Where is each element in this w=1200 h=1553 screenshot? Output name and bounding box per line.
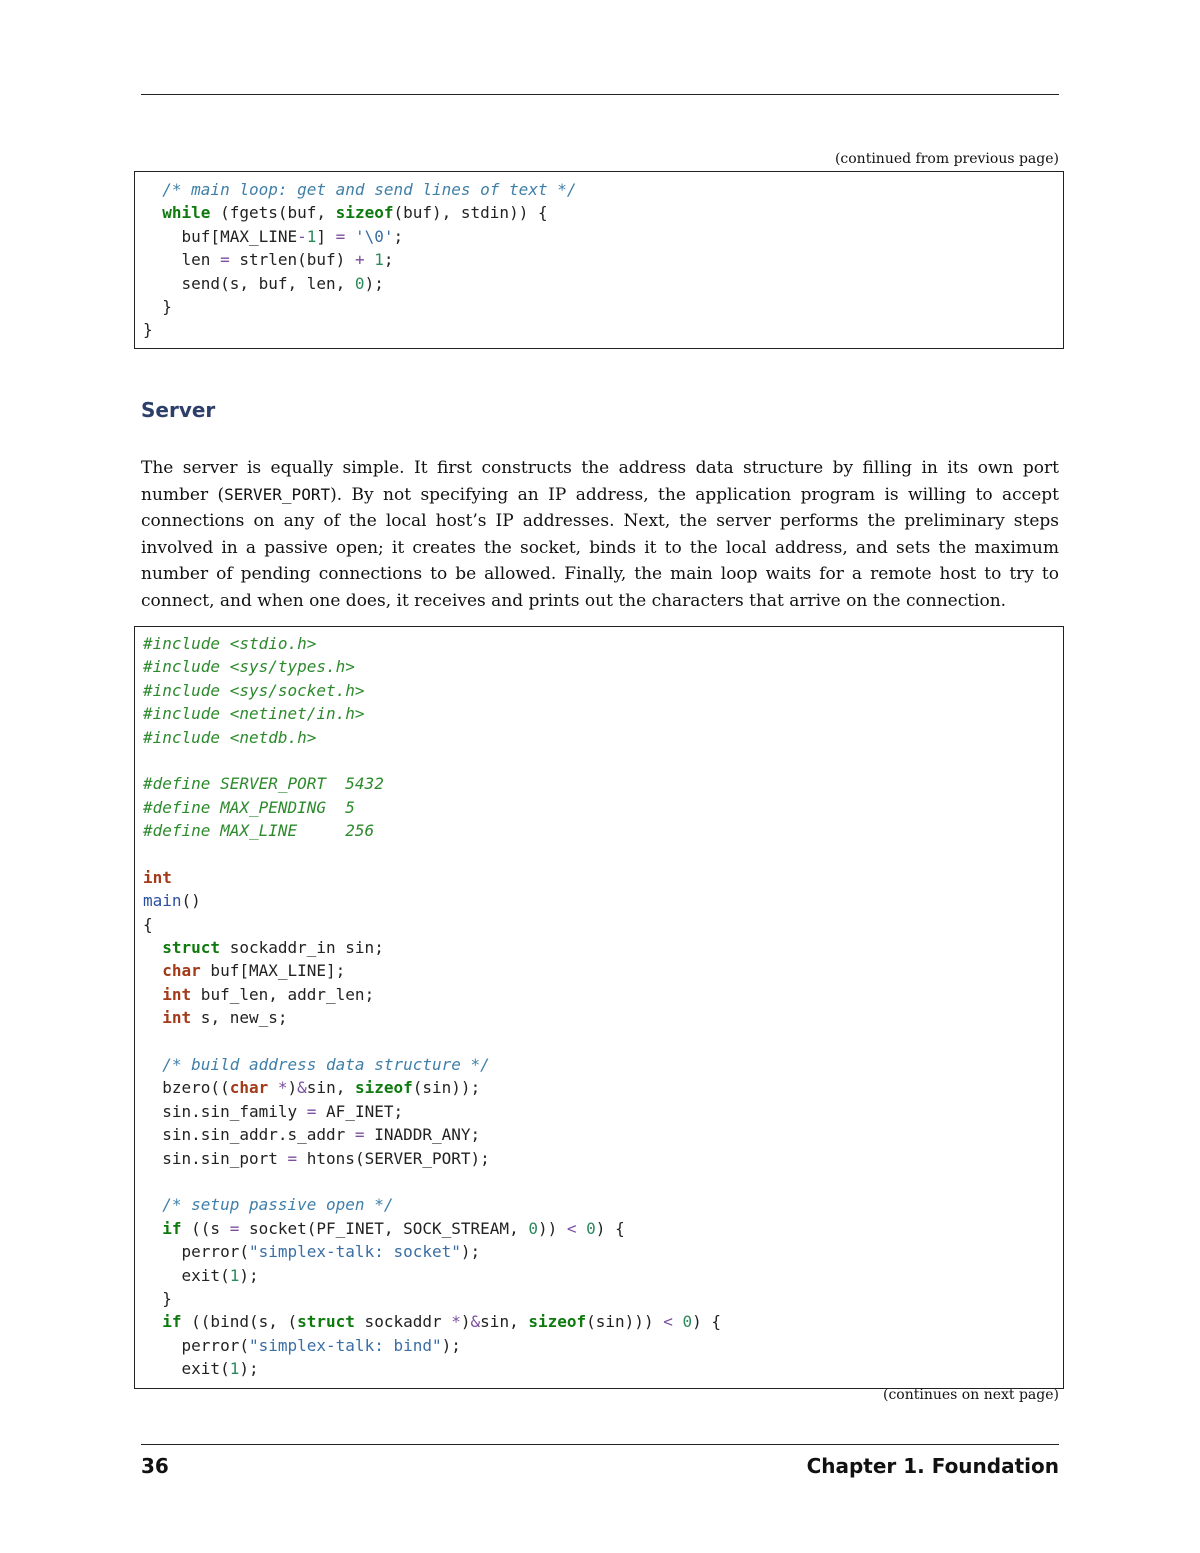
code-token: (fgets(buf,: [210, 203, 336, 223]
code-line: [143, 959, 1055, 982]
code-token: {: [143, 914, 153, 934]
code-line: [143, 819, 1055, 842]
code-token: main: [143, 891, 182, 911]
code-token: ) {: [692, 1312, 722, 1332]
code-token: buf_len, addr_len;: [191, 984, 375, 1004]
code-line: [143, 889, 1055, 912]
code-token: (sin));: [412, 1078, 481, 1098]
code-token: [143, 180, 162, 199]
code-token: perror(: [143, 1335, 249, 1355]
code-token: 1: [306, 226, 317, 246]
footer-rule: [141, 1444, 1059, 1445]
code-token: }: [143, 296, 172, 316]
code-line: [143, 1357, 1055, 1380]
code-token: s, new_s;: [191, 1008, 288, 1028]
code-token: "simplex-talk: bind": [248, 1335, 442, 1355]
code-line: [143, 1030, 1055, 1053]
code-token: }: [143, 320, 153, 340]
code-token: ]: [316, 226, 336, 246]
code-token: [143, 985, 162, 1004]
header-rule: [141, 94, 1059, 95]
code-token: #include <sys/socket.h>: [143, 680, 365, 700]
code-token: [268, 1078, 278, 1097]
code-token: (): [181, 891, 201, 911]
code-token: -: [297, 226, 307, 246]
code-token: );: [364, 273, 384, 293]
code-token: #define SERVER_PORT 5432: [143, 774, 384, 794]
code-line: [143, 1170, 1055, 1193]
code-line: [143, 655, 1055, 678]
code-token: );: [441, 1335, 461, 1355]
code-token: +: [354, 250, 365, 270]
code-token: #include <stdio.h>: [143, 634, 317, 653]
code-line: [143, 679, 1055, 702]
code-line: [143, 1334, 1055, 1357]
paragraph-text: ). By not specifying an IP address, the application program is willing to accept connections on any of the local host’s IP addresses. Next, the server performs the preliminary steps involved in a passive open; it creates the socket, binds it to the local address, and sets the maximum number of pending connections to be allowed. Finally, the main loop waits for a remote host to try to connect, and when one does, it receives and prints out the characters that arrive on the connection.: [141, 484, 1059, 611]
code-token: 0: [354, 273, 365, 293]
code-token: int: [162, 1008, 192, 1028]
code-token: char: [229, 1078, 269, 1098]
code-token: socket(PF_INET, SOCK_STREAM,: [239, 1218, 529, 1238]
code-token: char: [162, 961, 201, 981]
code-token: ((bind(s, (: [181, 1312, 298, 1332]
code-token: while: [162, 203, 211, 223]
code-token: }: [143, 1288, 172, 1308]
code-line: [143, 749, 1055, 772]
code-token: buf[MAX_LINE: [143, 226, 298, 246]
code-token: 1: [229, 1265, 240, 1285]
code-token: &: [470, 1312, 481, 1332]
code-line: [143, 178, 1055, 201]
code-line: [143, 1240, 1055, 1263]
code-token: [143, 1312, 162, 1331]
code-token: 0: [528, 1218, 538, 1238]
code-token: ;: [383, 250, 394, 270]
code-token: &: [297, 1078, 307, 1098]
code-line: [143, 913, 1055, 936]
code-token: =: [354, 1125, 365, 1145]
code-line: [143, 318, 1055, 341]
code-token: sizeof: [335, 203, 394, 223]
code-block-client-loop: [134, 171, 1064, 349]
code-line: [143, 1100, 1055, 1123]
code-token: [143, 938, 162, 957]
code-token: sockaddr: [354, 1312, 452, 1332]
code-token: ;: [393, 226, 404, 246]
code-token: send(s, buf, len,: [143, 273, 355, 293]
code-line: [143, 1076, 1055, 1099]
code-token: [365, 250, 375, 269]
code-line: [143, 983, 1055, 1006]
code-token: #include <netdb.h>: [143, 727, 317, 747]
code-token: sin,: [480, 1312, 529, 1332]
code-line: [143, 772, 1055, 795]
server-description-paragraph: [141, 455, 1059, 615]
code-token: =: [229, 1218, 240, 1238]
code-line: [143, 272, 1055, 295]
code-line: [143, 1310, 1055, 1333]
code-token: ) {: [595, 1218, 625, 1238]
code-token: 0: [586, 1218, 596, 1238]
code-token: );: [460, 1242, 481, 1262]
code-token: [143, 1219, 162, 1238]
code-token: if: [162, 1218, 182, 1238]
code-token: (sin))): [586, 1312, 664, 1332]
code-line: [143, 1193, 1055, 1216]
code-token: sizeof: [354, 1078, 413, 1098]
code-line: [143, 843, 1055, 866]
code-line: [143, 796, 1055, 819]
code-token: AF_INET;: [316, 1101, 404, 1121]
code-token: =: [287, 1148, 298, 1168]
code-token: strlen(buf): [229, 250, 355, 270]
code-token: #define MAX_PENDING 5: [143, 797, 355, 817]
code-token: sockaddr_in sin;: [220, 938, 384, 958]
code-token: 0: [682, 1312, 693, 1332]
code-token: ): [287, 1078, 298, 1098]
code-token: /* main loop: get and send lines of text */: [162, 180, 577, 199]
continued-note: (continued from previous page): [834, 151, 1059, 167]
code-token: "simplex-talk: socket": [248, 1242, 461, 1262]
code-line: [143, 936, 1055, 959]
code-token: 1: [374, 250, 384, 270]
code-token: ): [460, 1312, 471, 1332]
code-token: )): [537, 1218, 567, 1238]
code-token: perror(: [143, 1242, 249, 1262]
code-token: htons(SERVER_PORT);: [297, 1148, 490, 1168]
section-heading: Server: [141, 398, 216, 422]
code-token: INADDR_ANY;: [364, 1125, 481, 1145]
code-line: [143, 248, 1055, 271]
continues-note: (continues on next page): [883, 1387, 1059, 1403]
code-token: #include <sys/types.h>: [143, 657, 355, 677]
code-token: sin.sin_family: [143, 1101, 307, 1121]
code-line: [143, 201, 1055, 224]
code-token: );: [239, 1265, 259, 1285]
code-token: =: [335, 226, 346, 246]
code-line: [143, 295, 1055, 318]
code-token: /* setup passive open */: [162, 1195, 394, 1215]
code-token: sizeof: [528, 1312, 587, 1332]
code-token: struct: [297, 1312, 355, 1332]
code-token: if: [162, 1312, 182, 1332]
code-token: (buf), stdin)) {: [393, 203, 548, 223]
code-token: [345, 227, 355, 246]
code-token: #define MAX_LINE 256: [143, 821, 375, 841]
code-line: [143, 1006, 1055, 1029]
code-line: [143, 1217, 1055, 1240]
code-token: '\0': [354, 226, 394, 246]
code-line: [143, 1264, 1055, 1287]
code-token: struct: [162, 938, 221, 958]
code-token: sin.sin_addr.s_addr: [143, 1125, 355, 1145]
code-line: [143, 1053, 1055, 1076]
code-line: [143, 1287, 1055, 1310]
code-token: #include <netinet/in.h>: [143, 704, 365, 724]
code-token: exit(: [143, 1265, 230, 1285]
code-token: [143, 961, 162, 980]
code-token: <: [566, 1218, 577, 1238]
code-line: [143, 225, 1055, 248]
code-line: [143, 726, 1055, 749]
code-line: [143, 1147, 1055, 1170]
chapter-label: Chapter 1. Foundation: [806, 1454, 1059, 1478]
code-token: [577, 1219, 587, 1238]
code-token: len: [143, 250, 221, 270]
code-token: =: [306, 1101, 317, 1121]
code-token: =: [220, 250, 230, 270]
code-line: [143, 866, 1055, 889]
code-token: sin.sin_port: [143, 1148, 288, 1168]
code-token: exit(: [143, 1359, 230, 1379]
paragraph-text: The server is equally simple. It first constructs the address data structure by filling in its own port number (: [141, 458, 1059, 505]
code-token: /* build address data structure */: [162, 1055, 490, 1075]
code-token: sin,: [306, 1078, 355, 1098]
code-token: [143, 1008, 162, 1027]
code-token: bzero((: [143, 1078, 230, 1098]
code-token: *: [451, 1312, 461, 1332]
code-token: ((s: [181, 1218, 230, 1238]
code-block-server: [134, 626, 1064, 1389]
code-token: buf[MAX_LINE];: [200, 961, 346, 981]
code-line: [143, 1123, 1055, 1146]
code-line: [143, 702, 1055, 725]
inline-code: SERVER_PORT: [224, 484, 331, 504]
code-token: int: [162, 984, 192, 1004]
code-token: [143, 1055, 162, 1074]
code-token: 1: [229, 1359, 240, 1379]
code-token: <: [663, 1312, 673, 1332]
code-token: [143, 203, 162, 222]
code-token: int: [143, 867, 172, 887]
page-number: 36: [141, 1454, 169, 1478]
code-line: [143, 632, 1055, 655]
code-token: );: [239, 1359, 259, 1379]
code-token: *: [277, 1078, 288, 1098]
code-token: [143, 1195, 162, 1214]
